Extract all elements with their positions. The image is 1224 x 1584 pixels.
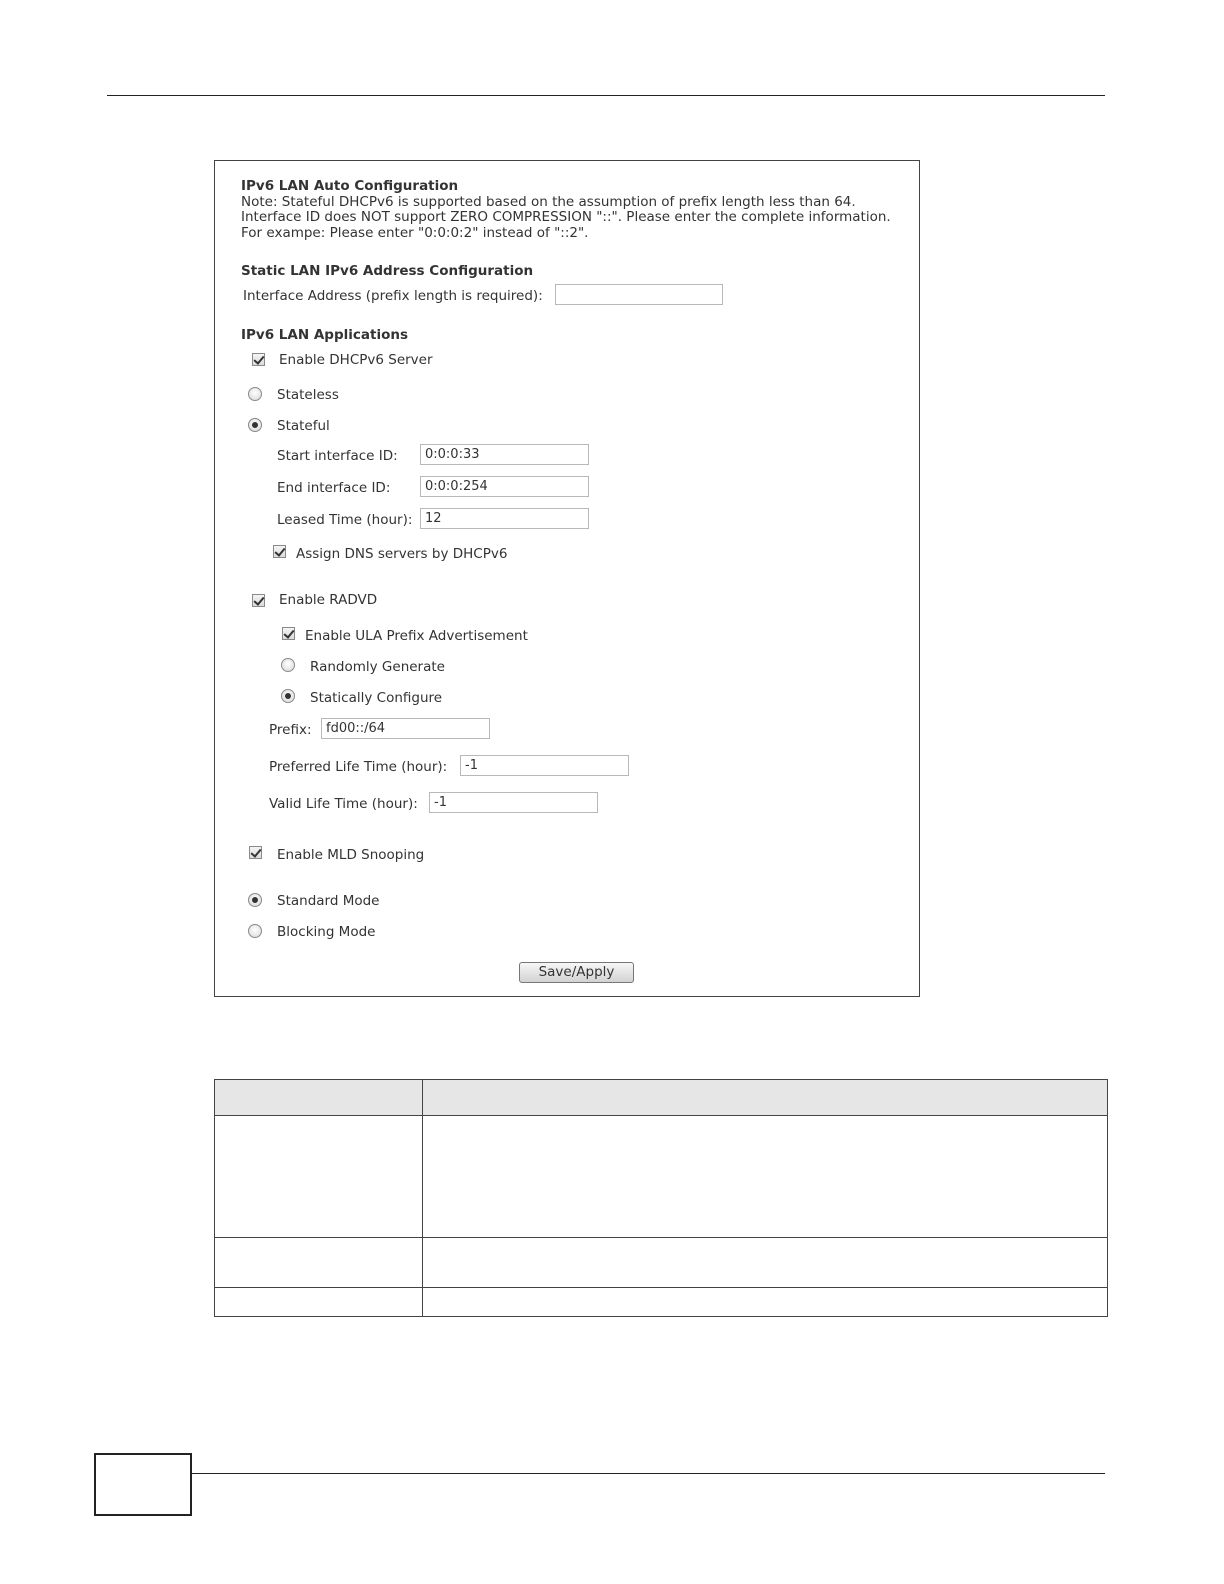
prefix-input[interactable] xyxy=(321,718,490,739)
table-row xyxy=(215,1116,1108,1238)
auto-config-title: IPv6 LAN Auto Configuration xyxy=(241,178,459,194)
table-cell xyxy=(423,1288,1108,1317)
leased-time-label: Leased Time (hour): xyxy=(277,512,413,528)
interface-address-label: Interface Address (prefix length is required): xyxy=(243,288,543,304)
standard-mode-radio[interactable] xyxy=(248,893,262,907)
applications-title: IPv6 LAN Applications xyxy=(241,327,409,343)
blocking-mode-radio[interactable] xyxy=(248,924,262,938)
preferred-life-time-input[interactable] xyxy=(460,755,629,776)
page-number-box xyxy=(94,1453,192,1516)
interface-address-input[interactable] xyxy=(555,284,723,305)
description-table xyxy=(214,1079,1108,1317)
start-interface-id-input[interactable] xyxy=(420,444,589,465)
start-interface-id-label: Start interface ID: xyxy=(277,448,398,464)
table-cell xyxy=(215,1116,423,1238)
save-apply-button[interactable]: Save/Apply xyxy=(519,962,634,983)
end-interface-id-label: End interface ID: xyxy=(277,480,391,496)
enable-mld-snooping-checkbox[interactable] xyxy=(249,846,262,859)
assign-dns-checkbox[interactable] xyxy=(273,545,286,558)
note-line-2: Interface ID does NOT support ZERO COMPRESSION "::". Please enter the complete information. xyxy=(241,209,891,225)
standard-mode-label: Standard Mode xyxy=(277,893,380,909)
assign-dns-label: Assign DNS servers by DHCPv6 xyxy=(296,546,508,562)
table-row xyxy=(215,1288,1108,1317)
table-cell xyxy=(215,1238,423,1288)
enable-radvd-label: Enable RADVD xyxy=(279,592,378,608)
prefix-label: Prefix: xyxy=(269,722,312,738)
stateful-label: Stateful xyxy=(277,418,330,434)
stateless-radio[interactable] xyxy=(248,387,262,401)
statically-configure-radio[interactable] xyxy=(281,689,295,703)
randomly-generate-radio[interactable] xyxy=(281,658,295,672)
table-row xyxy=(215,1238,1108,1288)
page-footer-rule xyxy=(192,1473,1105,1474)
blocking-mode-label: Blocking Mode xyxy=(277,924,376,940)
stateless-label: Stateless xyxy=(277,387,339,403)
table-header-label xyxy=(215,1080,423,1116)
statically-configure-label: Statically Configure xyxy=(310,690,443,706)
table-header-description xyxy=(423,1080,1108,1116)
table-cell xyxy=(423,1116,1108,1238)
enable-ula-label: Enable ULA Prefix Advertisement xyxy=(305,628,528,644)
table-cell xyxy=(215,1288,423,1317)
enable-dhcpv6-server-label: Enable DHCPv6 Server xyxy=(279,352,433,368)
static-config-title: Static LAN IPv6 Address Configuration xyxy=(241,263,534,279)
stateful-radio[interactable] xyxy=(248,418,262,432)
table-cell xyxy=(423,1238,1108,1288)
valid-life-time-label: Valid Life Time (hour): xyxy=(269,796,418,812)
table-header-row xyxy=(215,1080,1108,1116)
note-line-3: For exampe: Please enter "0:0:0:2" instead of "::2". xyxy=(241,225,589,241)
enable-mld-snooping-label: Enable MLD Snooping xyxy=(277,847,425,863)
preferred-life-time-label: Preferred Life Time (hour): xyxy=(269,759,448,775)
randomly-generate-label: Randomly Generate xyxy=(310,659,445,675)
enable-radvd-checkbox[interactable] xyxy=(252,594,265,607)
enable-ula-checkbox[interactable] xyxy=(282,627,295,640)
note-line-1: Note: Stateful DHCPv6 is supported based on the assumption of prefix length less than 64. xyxy=(241,194,856,210)
enable-dhcpv6-server-checkbox[interactable] xyxy=(252,353,265,366)
leased-time-input[interactable] xyxy=(420,508,589,529)
page-header-rule xyxy=(107,95,1105,96)
end-interface-id-input[interactable] xyxy=(420,476,589,497)
valid-life-time-input[interactable] xyxy=(429,792,598,813)
